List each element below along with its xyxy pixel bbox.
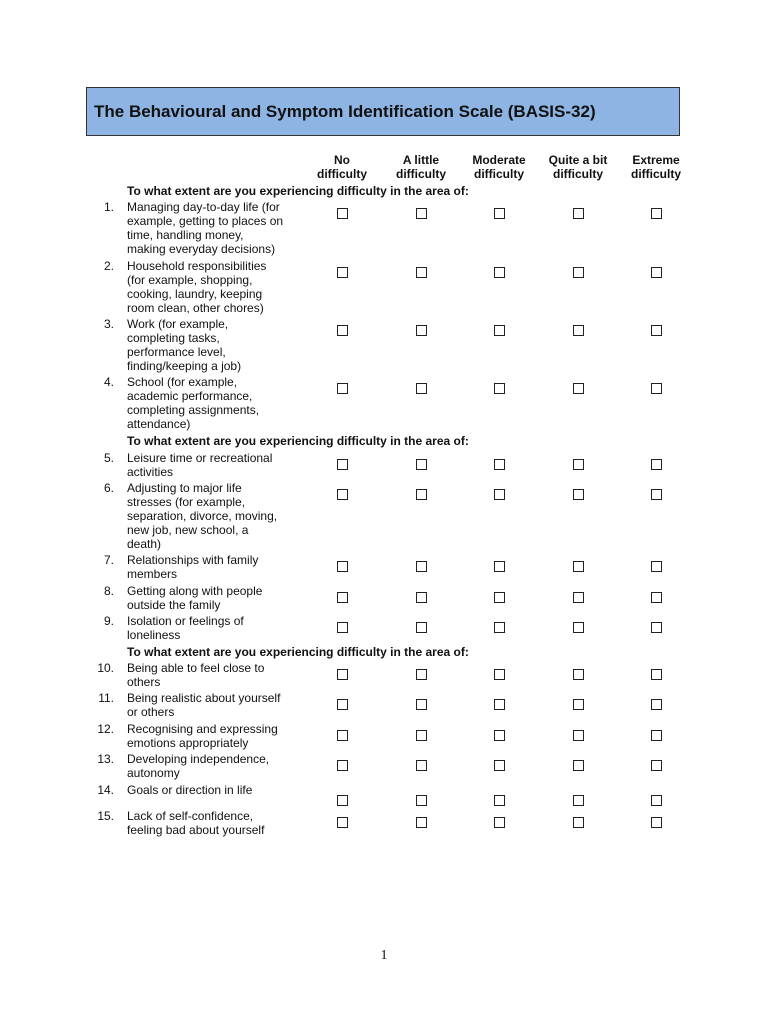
- page-number: 1: [380, 948, 388, 963]
- section-prompt: To what extent are you experiencing difficulty in the area of:: [127, 645, 469, 659]
- checkbox-no-difficulty[interactable]: [337, 325, 348, 336]
- checkbox-no-difficulty[interactable]: [337, 592, 348, 603]
- checkbox-moderate-difficulty[interactable]: [494, 669, 505, 680]
- item-label: [127, 584, 307, 612]
- item-number: 15.: [97, 809, 114, 823]
- item-label-line: new job, new school, a: [127, 523, 249, 537]
- checkbox-moderate-difficulty[interactable]: [494, 760, 505, 771]
- checkbox-a-little-difficulty[interactable]: [416, 208, 427, 219]
- checkbox-moderate-difficulty[interactable]: [494, 730, 505, 741]
- checkbox-quite-a-bit-difficulty[interactable]: [573, 817, 584, 828]
- item-number: 1.: [103, 200, 114, 214]
- checkbox-moderate-difficulty[interactable]: [494, 795, 505, 806]
- checkbox-a-little-difficulty[interactable]: [416, 489, 427, 500]
- item-label-line: academic performance,: [127, 389, 253, 403]
- checkbox-quite-a-bit-difficulty[interactable]: [573, 383, 584, 394]
- item-number: 13.: [97, 752, 114, 766]
- checkbox-no-difficulty[interactable]: [337, 622, 348, 633]
- item-label-line: outside the family: [127, 598, 221, 612]
- column-header-quite-a-bit-difficulty: Quite a bit difficulty: [548, 153, 608, 181]
- checkbox-moderate-difficulty[interactable]: [494, 622, 505, 633]
- checkbox-no-difficulty[interactable]: [337, 208, 348, 219]
- checkbox-extreme-difficulty[interactable]: [651, 760, 662, 771]
- checkbox-no-difficulty[interactable]: [337, 817, 348, 828]
- item-number: 9.: [103, 614, 114, 628]
- checkbox-moderate-difficulty[interactable]: [494, 592, 505, 603]
- checkbox-moderate-difficulty[interactable]: [494, 267, 505, 278]
- checkbox-quite-a-bit-difficulty[interactable]: [573, 561, 584, 572]
- checkbox-extreme-difficulty[interactable]: [651, 208, 662, 219]
- checkbox-quite-a-bit-difficulty[interactable]: [573, 325, 584, 336]
- checkbox-extreme-difficulty[interactable]: [651, 489, 662, 500]
- item-label-line: cooking, laundry, keeping: [127, 287, 263, 301]
- item-label-line: or others: [127, 705, 175, 719]
- item-label-line: Relationships with family: [127, 553, 259, 567]
- checkbox-quite-a-bit-difficulty[interactable]: [573, 208, 584, 219]
- item-label-line: Managing day-to-day life (for: [127, 200, 280, 214]
- item-label-line: death): [127, 537, 162, 551]
- item-number: 8.: [103, 584, 114, 598]
- checkbox-quite-a-bit-difficulty[interactable]: [573, 592, 584, 603]
- item-label-line: attendance): [127, 417, 191, 431]
- checkbox-no-difficulty[interactable]: [337, 730, 348, 741]
- checkbox-quite-a-bit-difficulty[interactable]: [573, 699, 584, 710]
- item-label: [127, 375, 307, 431]
- column-header-a-little-difficulty: A little difficulty: [396, 153, 446, 181]
- checkbox-a-little-difficulty[interactable]: [416, 760, 427, 771]
- item-label: [127, 317, 307, 373]
- checkbox-a-little-difficulty[interactable]: [416, 383, 427, 394]
- item-label-line: Adjusting to major life: [127, 481, 242, 495]
- column-header-moderate-difficulty: Moderate difficulty: [472, 153, 526, 181]
- title-banner: [86, 87, 680, 136]
- checkbox-extreme-difficulty[interactable]: [651, 730, 662, 741]
- item-label: [127, 691, 307, 719]
- page-title: The Behavioural and Symptom Identification Scale (BASIS-32): [94, 102, 596, 121]
- item-label-line: Lack of self-confidence,: [127, 809, 254, 823]
- checkbox-a-little-difficulty[interactable]: [416, 561, 427, 572]
- item-label-line: Getting along with people: [127, 584, 263, 598]
- checkbox-extreme-difficulty[interactable]: [651, 459, 662, 470]
- item-number: 2.: [103, 259, 114, 273]
- item-label-line: Recognising and expressing: [127, 722, 278, 736]
- item-label-line: Developing independence,: [127, 752, 270, 766]
- item-label: [127, 553, 307, 581]
- item-number: 7.: [103, 553, 114, 567]
- checkbox-extreme-difficulty[interactable]: [651, 383, 662, 394]
- item-label-line: members: [127, 567, 178, 581]
- checkbox-a-little-difficulty[interactable]: [416, 267, 427, 278]
- checkbox-quite-a-bit-difficulty[interactable]: [573, 730, 584, 741]
- item-label-line: others: [127, 675, 161, 689]
- checkbox-no-difficulty[interactable]: [337, 383, 348, 394]
- checkbox-quite-a-bit-difficulty[interactable]: [573, 795, 584, 806]
- item-label-line: performance level,: [127, 345, 226, 359]
- item-label-line: stresses (for example,: [127, 495, 246, 509]
- item-label-line: separation, divorce, moving,: [127, 509, 278, 523]
- checkbox-a-little-difficulty[interactable]: [416, 795, 427, 806]
- checkbox-a-little-difficulty[interactable]: [416, 592, 427, 603]
- item-label-line: completing assignments,: [127, 403, 260, 417]
- item-label-line: Being able to feel close to: [127, 661, 265, 675]
- checkbox-quite-a-bit-difficulty[interactable]: [573, 669, 584, 680]
- checkbox-extreme-difficulty[interactable]: [651, 267, 662, 278]
- item-label-line: Leisure time or recreational: [127, 451, 273, 465]
- item-label: [127, 200, 307, 256]
- checkbox-no-difficulty[interactable]: [337, 561, 348, 572]
- checkbox-no-difficulty[interactable]: [337, 459, 348, 470]
- item-number: 10.: [97, 661, 114, 675]
- item-number: 11.: [98, 691, 114, 705]
- checkbox-moderate-difficulty[interactable]: [494, 208, 505, 219]
- checkbox-extreme-difficulty[interactable]: [651, 325, 662, 336]
- checkbox-no-difficulty[interactable]: [337, 795, 348, 806]
- checkbox-moderate-difficulty[interactable]: [494, 325, 505, 336]
- checkbox-extreme-difficulty[interactable]: [651, 795, 662, 806]
- checkbox-moderate-difficulty[interactable]: [494, 817, 505, 828]
- item-label: [127, 809, 307, 837]
- checkbox-no-difficulty[interactable]: [337, 489, 348, 500]
- checkbox-a-little-difficulty[interactable]: [416, 622, 427, 633]
- checkbox-quite-a-bit-difficulty[interactable]: [573, 622, 584, 633]
- item-label-line: Being realistic about yourself: [127, 691, 281, 705]
- item-label: [127, 752, 307, 780]
- column-header-no-difficulty: No difficulty: [317, 153, 367, 181]
- item-label-line: activities: [127, 465, 174, 479]
- item-label-line: finding/keeping a job): [127, 359, 242, 373]
- checkbox-a-little-difficulty[interactable]: [416, 699, 427, 710]
- item-label-line: Isolation or feelings of: [127, 614, 244, 628]
- checkbox-a-little-difficulty[interactable]: [416, 669, 427, 680]
- item-label-line: Goals or direction in life: [127, 783, 253, 797]
- checkbox-no-difficulty[interactable]: [337, 267, 348, 278]
- item-label-line: emotions appropriately: [127, 736, 249, 750]
- checkbox-quite-a-bit-difficulty[interactable]: [573, 489, 584, 500]
- item-number: 5.: [103, 451, 114, 465]
- item-number: 6.: [103, 481, 114, 495]
- item-label: [127, 661, 307, 689]
- item-label-line: making everyday decisions): [127, 242, 276, 256]
- checkbox-moderate-difficulty[interactable]: [494, 383, 505, 394]
- checkbox-moderate-difficulty[interactable]: [494, 561, 505, 572]
- item-label-line: completing tasks,: [127, 331, 220, 345]
- checkbox-moderate-difficulty[interactable]: [494, 699, 505, 710]
- item-number: 12.: [97, 722, 114, 736]
- item-label: [127, 259, 307, 315]
- checkbox-extreme-difficulty[interactable]: [651, 622, 662, 633]
- item-label: [127, 783, 307, 797]
- item-label-line: Household responsibilities: [127, 259, 267, 273]
- checkbox-quite-a-bit-difficulty[interactable]: [573, 459, 584, 470]
- column-header-extreme-difficulty: Extreme difficulty: [631, 153, 681, 181]
- checkbox-moderate-difficulty[interactable]: [494, 489, 505, 500]
- checkbox-quite-a-bit-difficulty[interactable]: [573, 267, 584, 278]
- checkbox-extreme-difficulty[interactable]: [651, 699, 662, 710]
- item-label-line: autonomy: [127, 766, 180, 780]
- checkbox-moderate-difficulty[interactable]: [494, 459, 505, 470]
- checkbox-extreme-difficulty[interactable]: [651, 561, 662, 572]
- checkbox-extreme-difficulty[interactable]: [651, 669, 662, 680]
- checkbox-quite-a-bit-difficulty[interactable]: [573, 760, 584, 771]
- checkbox-a-little-difficulty[interactable]: [416, 459, 427, 470]
- checkbox-a-little-difficulty[interactable]: [416, 730, 427, 741]
- checkbox-extreme-difficulty[interactable]: [651, 592, 662, 603]
- item-label-line: loneliness: [127, 628, 181, 642]
- item-label-line: room clean, other chores): [127, 301, 264, 315]
- item-label: [127, 481, 307, 551]
- item-number: 3.: [103, 317, 114, 331]
- checkbox-no-difficulty[interactable]: [337, 669, 348, 680]
- checkbox-extreme-difficulty[interactable]: [651, 817, 662, 828]
- item-label: [127, 722, 307, 750]
- checkbox-no-difficulty[interactable]: [337, 760, 348, 771]
- checkbox-a-little-difficulty[interactable]: [416, 817, 427, 828]
- section-prompt: To what extent are you experiencing difficulty in the area of:: [127, 434, 469, 448]
- checkbox-a-little-difficulty[interactable]: [416, 325, 427, 336]
- item-number: 14.: [97, 783, 114, 797]
- item-label-line: School (for example,: [127, 375, 238, 389]
- section-prompt: To what extent are you experiencing difficulty in the area of:: [127, 184, 469, 198]
- item-number: 4.: [103, 375, 114, 389]
- item-label-line: feeling bad about yourself: [127, 823, 265, 837]
- item-label-line: time, handling money,: [127, 228, 244, 242]
- checkbox-no-difficulty[interactable]: [337, 699, 348, 710]
- item-label: [127, 451, 307, 479]
- item-label-line: example, getting to places on: [127, 214, 284, 228]
- item-label: [127, 614, 307, 642]
- item-label-line: Work (for example,: [127, 317, 229, 331]
- item-label-line: (for example, shopping,: [127, 273, 253, 287]
